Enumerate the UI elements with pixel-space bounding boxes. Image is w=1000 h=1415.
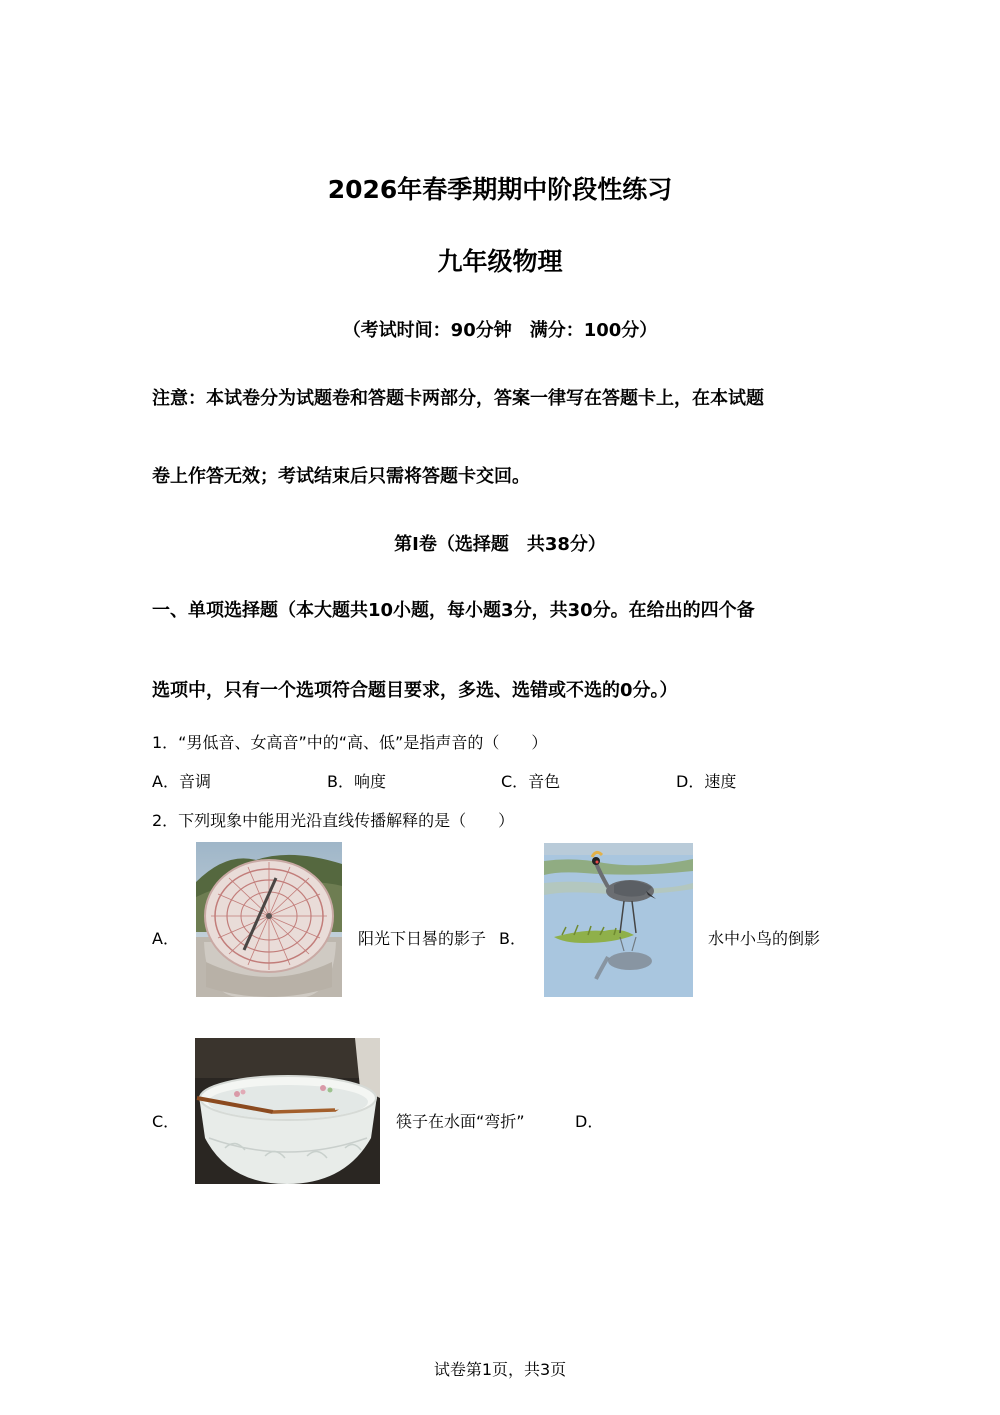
sundial-image — [196, 842, 342, 997]
question-2-option-c-text: 筷子在水面“弯折” — [396, 1112, 525, 1131]
question-2-option-a-text: 阳光下日晷的影子 — [358, 929, 487, 948]
notice-line-2: 卷上作答无效；考试结束后只需将答题卡交回。 — [152, 466, 530, 487]
question-1-option-a: A．音调 — [152, 772, 211, 791]
bird-reflection-image — [544, 843, 693, 997]
notice-line-1: 注意：本试卷分为试题卷和答题卡两部分，答案一律写在答题卡上，在本试题 — [152, 388, 764, 409]
question-1-option-b: B．响度 — [327, 772, 386, 791]
question-2-option-b-text: 水中小鸟的倒影 — [708, 929, 821, 948]
exam-info: （考试时间：90分钟 满分：100分） — [342, 320, 658, 341]
part-heading-line-2: 选项中，只有一个选项符合题目要求，多选、选错或不选的0分。） — [152, 680, 678, 701]
page-footer: 试卷第1页，共3页 — [433, 1360, 567, 1379]
question-1-stem: 1．“男低音、女高音”中的“高、低”是指声音的（ ） — [152, 733, 548, 752]
question-2-option-b-letter: B． — [499, 929, 526, 948]
subject-title: 九年级物理 — [437, 247, 563, 276]
question-1-option-c: C．音色 — [501, 772, 561, 791]
question-2-option-c-letter: C． — [152, 1112, 180, 1131]
question-2-option-a-letter: A． — [152, 929, 179, 948]
section-title: 第I卷（选择题 共38分） — [394, 534, 606, 555]
question-2-stem: 2．下列现象中能用光沿直线传播解释的是（ ） — [152, 811, 515, 830]
question-2-option-d-letter: D． — [575, 1112, 604, 1131]
part-heading-line-1: 一、单项选择题（本大题共10小题，每小题3分，共30分。在给出的四个备 — [152, 600, 755, 621]
question-1-option-d: D．速度 — [676, 772, 737, 791]
chopstick-bowl-image — [195, 1038, 380, 1184]
exam-title: 2026年春季期期中阶段性练习 — [327, 175, 673, 204]
